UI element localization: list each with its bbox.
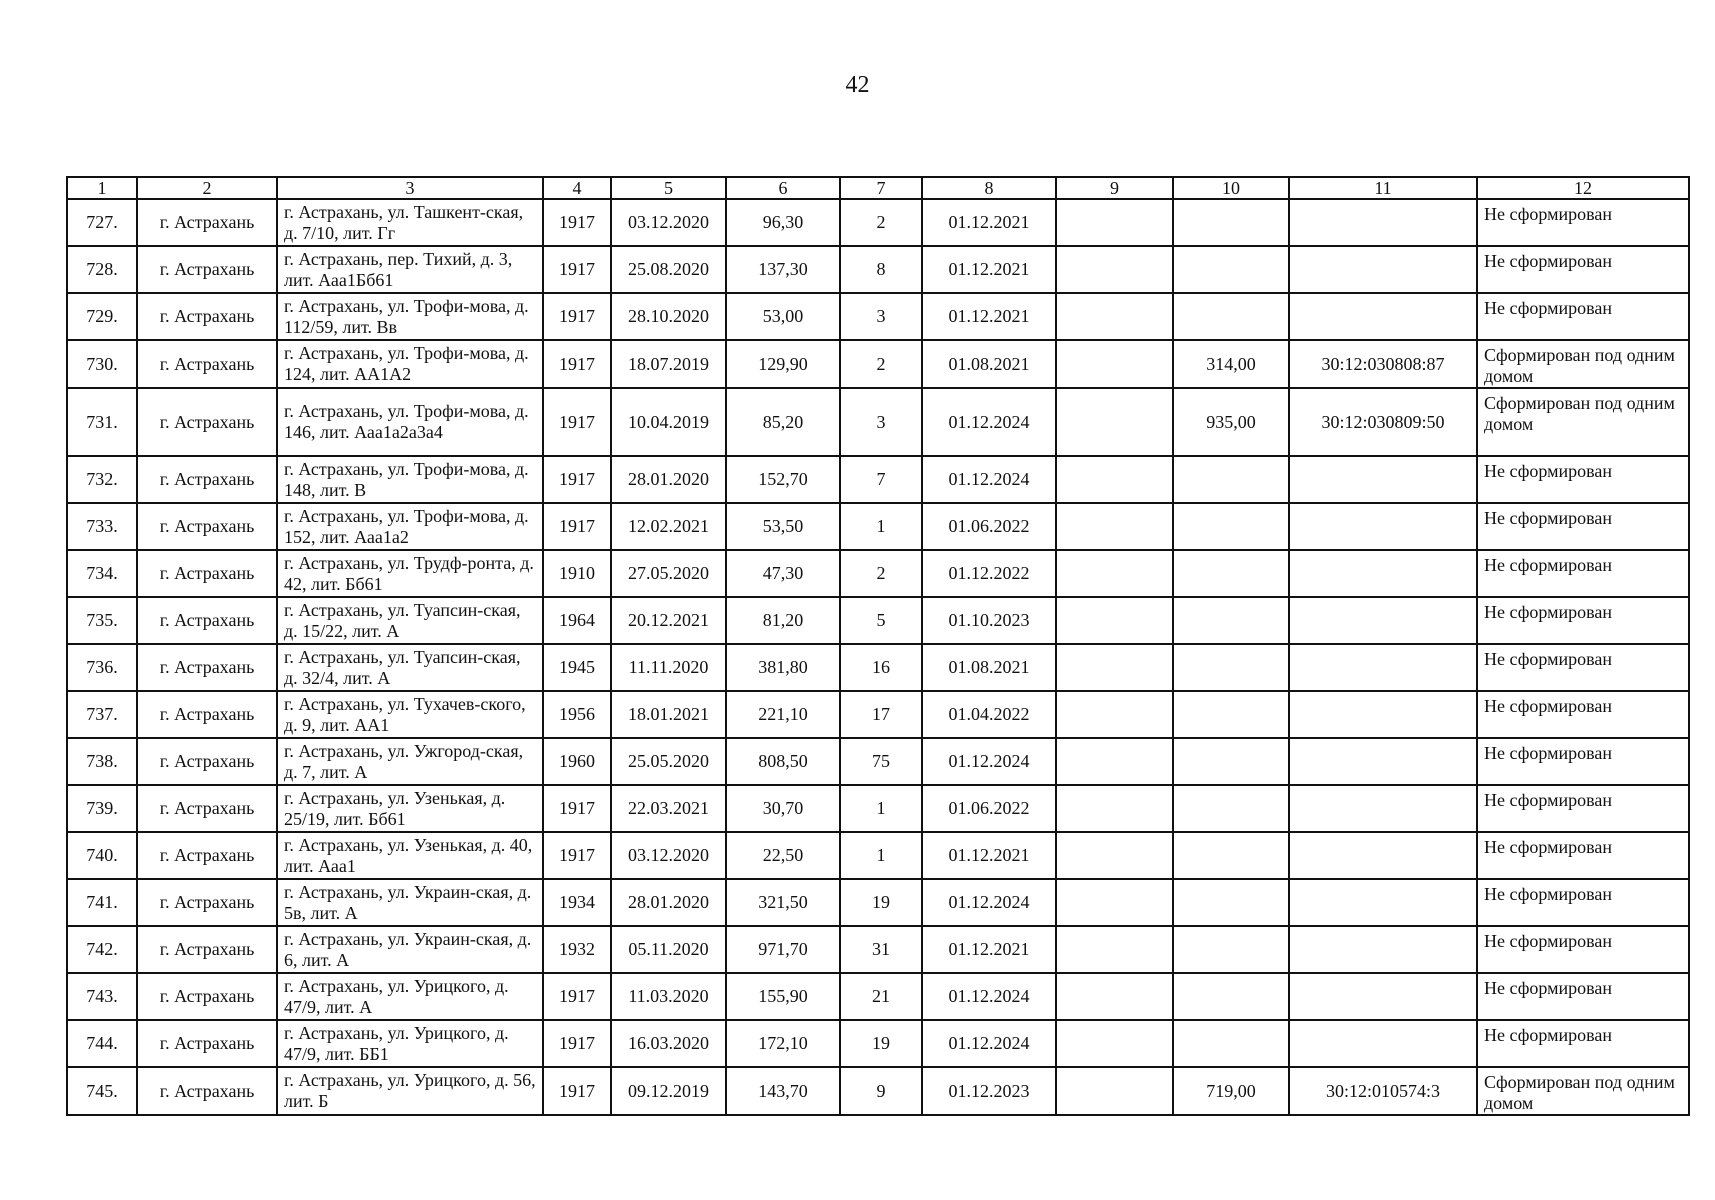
land-status-cell: Не сформирован [1477, 246, 1689, 293]
area-cell: 85,20 [726, 388, 840, 456]
address-cell: г. Астрахань, ул. Трофи-мова, д. 148, лит. В [277, 456, 543, 503]
table-row [67, 691, 1689, 738]
area-cell: 129,90 [726, 340, 840, 388]
address-cell: г. Астрахань, ул. Тухачев-ского, д. 9, лит. АА1 [277, 691, 543, 738]
land-area-cell [1173, 293, 1289, 340]
apartments-cell: 17 [840, 691, 922, 738]
apartments-cell: 2 [840, 550, 922, 597]
row-number-cell: 742. [67, 926, 137, 973]
land-area-cell [1173, 246, 1289, 293]
date-cell: 28.01.2020 [611, 456, 726, 503]
row-number-cell: 739. [67, 785, 137, 832]
housing-register-table [66, 176, 1690, 1116]
column-header: 12 [1477, 177, 1689, 199]
column-header: 11 [1289, 177, 1477, 199]
planned-date-cell: 01.12.2024 [922, 879, 1056, 926]
land-status-cell: Не сформирован [1477, 926, 1689, 973]
date-cell: 18.01.2021 [611, 691, 726, 738]
column-9-cell [1056, 597, 1173, 644]
planned-date-cell: 01.12.2021 [922, 832, 1056, 879]
area-cell: 30,70 [726, 785, 840, 832]
column-9-cell [1056, 785, 1173, 832]
apartments-cell: 19 [840, 1020, 922, 1067]
address-cell: г. Астрахань, ул. Урицкого, д. 47/9, лит. А [277, 973, 543, 1020]
column-9-cell [1056, 973, 1173, 1020]
land-area-cell [1173, 550, 1289, 597]
address-cell: г. Астрахань, ул. Узенькая, д. 25/19, лит. Бб61 [277, 785, 543, 832]
land-area-cell [1173, 1020, 1289, 1067]
year-cell: 1917 [543, 199, 611, 246]
row-number-cell: 736. [67, 644, 137, 691]
year-cell: 1932 [543, 926, 611, 973]
planned-date-cell: 01.12.2021 [922, 926, 1056, 973]
row-number-cell: 740. [67, 832, 137, 879]
column-9-cell [1056, 503, 1173, 550]
table-row [67, 597, 1689, 644]
land-status-cell: Не сформирован [1477, 644, 1689, 691]
row-number-cell: 738. [67, 738, 137, 785]
date-cell: 03.12.2020 [611, 832, 726, 879]
planned-date-cell: 01.12.2021 [922, 293, 1056, 340]
page-number: 42 [845, 72, 870, 98]
address-cell: г. Астрахань, ул. Ташкент-ская, д. 7/10, лит. Гг [277, 199, 543, 246]
apartments-cell: 75 [840, 738, 922, 785]
year-cell: 1917 [543, 293, 611, 340]
row-number-cell: 735. [67, 597, 137, 644]
area-cell: 81,20 [726, 597, 840, 644]
year-cell: 1956 [543, 691, 611, 738]
column-9-cell [1056, 340, 1173, 388]
column-9-cell [1056, 926, 1173, 973]
planned-date-cell: 01.06.2022 [922, 785, 1056, 832]
column-9-cell [1056, 456, 1173, 503]
year-cell: 1917 [543, 973, 611, 1020]
city-cell: г. Астрахань [137, 246, 277, 293]
city-cell: г. Астрахань [137, 879, 277, 926]
column-9-cell [1056, 832, 1173, 879]
address-cell: г. Астрахань, ул. Трудф-ронта, д. 42, лит. Бб61 [277, 550, 543, 597]
row-number-cell: 734. [67, 550, 137, 597]
city-cell: г. Астрахань [137, 973, 277, 1020]
table-row [67, 785, 1689, 832]
address-cell: г. Астрахань, ул. Узенькая, д. 40, лит. Ааа1 [277, 832, 543, 879]
land-status-cell: Не сформирован [1477, 503, 1689, 550]
area-cell: 152,70 [726, 456, 840, 503]
area-cell: 96,30 [726, 199, 840, 246]
column-header: 3 [277, 177, 543, 199]
address-cell: г. Астрахань, ул. Трофи-мова, д. 152, лит. Ааа1а2 [277, 503, 543, 550]
planned-date-cell: 01.04.2022 [922, 691, 1056, 738]
city-cell: г. Астрахань [137, 199, 277, 246]
cadastral-number-cell [1289, 550, 1477, 597]
year-cell: 1917 [543, 388, 611, 456]
table-row [67, 199, 1689, 246]
column-9-cell [1056, 550, 1173, 597]
land-area-cell [1173, 738, 1289, 785]
column-header: 4 [543, 177, 611, 199]
cadastral-number-cell: 30:12:030808:87 [1289, 340, 1477, 388]
area-cell: 321,50 [726, 879, 840, 926]
row-number-cell: 727. [67, 199, 137, 246]
year-cell: 1934 [543, 879, 611, 926]
land-area-cell: 719,00 [1173, 1067, 1289, 1115]
apartments-cell: 3 [840, 293, 922, 340]
city-cell: г. Астрахань [137, 738, 277, 785]
apartments-cell: 1 [840, 832, 922, 879]
city-cell: г. Астрахань [137, 1020, 277, 1067]
apartments-cell: 2 [840, 340, 922, 388]
table-row [67, 246, 1689, 293]
land-area-cell [1173, 785, 1289, 832]
address-cell: г. Астрахань, ул. Украин-ская, д. 5в, лит. А [277, 879, 543, 926]
column-9-cell [1056, 879, 1173, 926]
row-number-cell: 745. [67, 1067, 137, 1115]
cadastral-number-cell [1289, 738, 1477, 785]
date-cell: 25.05.2020 [611, 738, 726, 785]
city-cell: г. Астрахань [137, 503, 277, 550]
cadastral-number-cell [1289, 644, 1477, 691]
land-status-cell: Не сформирован [1477, 550, 1689, 597]
table-row [67, 550, 1689, 597]
column-header: 2 [137, 177, 277, 199]
apartments-cell: 7 [840, 456, 922, 503]
cadastral-number-cell: 30:12:030809:50 [1289, 388, 1477, 456]
apartments-cell: 21 [840, 973, 922, 1020]
land-status-cell: Не сформирован [1477, 597, 1689, 644]
date-cell: 11.03.2020 [611, 973, 726, 1020]
land-area-cell [1173, 597, 1289, 644]
date-cell: 16.03.2020 [611, 1020, 726, 1067]
cadastral-number-cell [1289, 926, 1477, 973]
column-header: 6 [726, 177, 840, 199]
year-cell: 1917 [543, 503, 611, 550]
land-status-cell: Не сформирован [1477, 973, 1689, 1020]
area-cell: 808,50 [726, 738, 840, 785]
address-cell: г. Астрахань, ул. Трофи-мова, д. 146, лит. Ааа1а2а3а4 [277, 388, 543, 456]
address-cell: г. Астрахань, ул. Украин-ская, д. 6, лит. А [277, 926, 543, 973]
year-cell: 1910 [543, 550, 611, 597]
cadastral-number-cell [1289, 199, 1477, 246]
city-cell: г. Астрахань [137, 456, 277, 503]
column-9-cell [1056, 644, 1173, 691]
land-area-cell [1173, 199, 1289, 246]
land-status-cell: Не сформирован [1477, 456, 1689, 503]
planned-date-cell: 01.12.2024 [922, 1020, 1056, 1067]
column-9-cell [1056, 691, 1173, 738]
apartments-cell: 3 [840, 388, 922, 456]
address-cell: г. Астрахань, ул. Трофи-мова, д. 112/59, лит. Вв [277, 293, 543, 340]
apartments-cell: 1 [840, 503, 922, 550]
row-number-cell: 732. [67, 456, 137, 503]
year-cell: 1917 [543, 785, 611, 832]
land-status-cell: Сформирован под одним домом [1477, 340, 1689, 388]
table-row [67, 973, 1689, 1020]
planned-date-cell: 01.12.2022 [922, 550, 1056, 597]
address-cell: г. Астрахань, ул. Туапсин-ская, д. 32/4, лит. А [277, 644, 543, 691]
date-cell: 22.03.2021 [611, 785, 726, 832]
address-cell: г. Астрахань, ул. Ужгород-ская, д. 7, лит. А [277, 738, 543, 785]
table-row [67, 388, 1689, 456]
cadastral-number-cell [1289, 1020, 1477, 1067]
table-body [67, 199, 1689, 1115]
year-cell: 1917 [543, 1067, 611, 1115]
area-cell: 22,50 [726, 832, 840, 879]
table-row [67, 503, 1689, 550]
city-cell: г. Астрахань [137, 1067, 277, 1115]
year-cell: 1960 [543, 738, 611, 785]
area-cell: 172,10 [726, 1020, 840, 1067]
city-cell: г. Астрахань [137, 597, 277, 644]
column-header: 7 [840, 177, 922, 199]
table-row [67, 293, 1689, 340]
city-cell: г. Астрахань [137, 293, 277, 340]
land-area-cell [1173, 926, 1289, 973]
land-status-cell: Сформирован под одним домом [1477, 388, 1689, 456]
row-number-cell: 743. [67, 973, 137, 1020]
land-area-cell [1173, 973, 1289, 1020]
table-row [67, 879, 1689, 926]
date-cell: 11.11.2020 [611, 644, 726, 691]
cadastral-number-cell [1289, 246, 1477, 293]
year-cell: 1945 [543, 644, 611, 691]
planned-date-cell: 01.10.2023 [922, 597, 1056, 644]
table-row [67, 832, 1689, 879]
year-cell: 1917 [543, 340, 611, 388]
column-header: 10 [1173, 177, 1289, 199]
area-cell: 137,30 [726, 246, 840, 293]
cadastral-number-cell [1289, 691, 1477, 738]
planned-date-cell: 01.12.2024 [922, 456, 1056, 503]
land-status-cell: Не сформирован [1477, 738, 1689, 785]
year-cell: 1964 [543, 597, 611, 644]
column-header: 8 [922, 177, 1056, 199]
apartments-cell: 19 [840, 879, 922, 926]
date-cell: 18.07.2019 [611, 340, 726, 388]
column-header: 9 [1056, 177, 1173, 199]
area-cell: 381,80 [726, 644, 840, 691]
address-cell: г. Астрахань, ул. Туапсин-ская, д. 15/22, лит. А [277, 597, 543, 644]
land-status-cell: Не сформирован [1477, 199, 1689, 246]
apartments-cell: 8 [840, 246, 922, 293]
planned-date-cell: 01.08.2021 [922, 644, 1056, 691]
planned-date-cell: 01.12.2024 [922, 388, 1056, 456]
column-9-cell [1056, 1067, 1173, 1115]
city-cell: г. Астрахань [137, 644, 277, 691]
cadastral-number-cell [1289, 293, 1477, 340]
area-cell: 53,00 [726, 293, 840, 340]
year-cell: 1917 [543, 832, 611, 879]
date-cell: 25.08.2020 [611, 246, 726, 293]
land-area-cell [1173, 691, 1289, 738]
table-row [67, 340, 1689, 388]
date-cell: 20.12.2021 [611, 597, 726, 644]
land-area-cell: 314,00 [1173, 340, 1289, 388]
address-cell: г. Астрахань, ул. Урицкого, д. 56, лит. Б [277, 1067, 543, 1115]
table-row [67, 738, 1689, 785]
date-cell: 09.12.2019 [611, 1067, 726, 1115]
planned-date-cell: 01.12.2023 [922, 1067, 1056, 1115]
date-cell: 10.04.2019 [611, 388, 726, 456]
address-cell: г. Астрахань, пер. Тихий, д. 3, лит. Ааа1Бб61 [277, 246, 543, 293]
apartments-cell: 1 [840, 785, 922, 832]
date-cell: 28.01.2020 [611, 879, 726, 926]
city-cell: г. Астрахань [137, 340, 277, 388]
apartments-cell: 9 [840, 1067, 922, 1115]
column-9-cell [1056, 199, 1173, 246]
column-number-header-row [67, 177, 1689, 199]
date-cell: 28.10.2020 [611, 293, 726, 340]
planned-date-cell: 01.08.2021 [922, 340, 1056, 388]
apartments-cell: 2 [840, 199, 922, 246]
land-area-cell [1173, 879, 1289, 926]
land-area-cell [1173, 832, 1289, 879]
column-9-cell [1056, 738, 1173, 785]
row-number-cell: 741. [67, 879, 137, 926]
area-cell: 53,50 [726, 503, 840, 550]
area-cell: 143,70 [726, 1067, 840, 1115]
table-row [67, 456, 1689, 503]
land-area-cell: 935,00 [1173, 388, 1289, 456]
address-cell: г. Астрахань, ул. Урицкого, д. 47/9, лит. ББ1 [277, 1020, 543, 1067]
date-cell: 12.02.2021 [611, 503, 726, 550]
row-number-cell: 728. [67, 246, 137, 293]
row-number-cell: 731. [67, 388, 137, 456]
cadastral-number-cell [1289, 785, 1477, 832]
row-number-cell: 737. [67, 691, 137, 738]
date-cell: 03.12.2020 [611, 199, 726, 246]
column-9-cell [1056, 293, 1173, 340]
address-cell: г. Астрахань, ул. Трофи-мова, д. 124, лит. АА1А2 [277, 340, 543, 388]
city-cell: г. Астрахань [137, 785, 277, 832]
cadastral-number-cell [1289, 503, 1477, 550]
table-row [67, 644, 1689, 691]
city-cell: г. Астрахань [137, 388, 277, 456]
city-cell: г. Астрахань [137, 832, 277, 879]
area-cell: 971,70 [726, 926, 840, 973]
city-cell: г. Астрахань [137, 691, 277, 738]
column-header: 1 [67, 177, 137, 199]
apartments-cell: 5 [840, 597, 922, 644]
land-status-cell: Не сформирован [1477, 879, 1689, 926]
area-cell: 47,30 [726, 550, 840, 597]
cadastral-number-cell [1289, 973, 1477, 1020]
column-9-cell [1056, 246, 1173, 293]
cadastral-number-cell [1289, 879, 1477, 926]
land-status-cell: Сформирован под одним домом [1477, 1067, 1689, 1115]
apartments-cell: 16 [840, 644, 922, 691]
land-area-cell [1173, 503, 1289, 550]
land-status-cell: Не сформирован [1477, 785, 1689, 832]
column-9-cell [1056, 1020, 1173, 1067]
cadastral-number-cell [1289, 597, 1477, 644]
row-number-cell: 744. [67, 1020, 137, 1067]
city-cell: г. Астрахань [137, 926, 277, 973]
planned-date-cell: 01.12.2021 [922, 199, 1056, 246]
year-cell: 1917 [543, 246, 611, 293]
planned-date-cell: 01.06.2022 [922, 503, 1056, 550]
area-cell: 221,10 [726, 691, 840, 738]
date-cell: 05.11.2020 [611, 926, 726, 973]
city-cell: г. Астрахань [137, 550, 277, 597]
land-area-cell [1173, 456, 1289, 503]
land-status-cell: Не сформирован [1477, 1020, 1689, 1067]
year-cell: 1917 [543, 456, 611, 503]
land-status-cell: Не сформирован [1477, 832, 1689, 879]
table-row [67, 926, 1689, 973]
apartments-cell: 31 [840, 926, 922, 973]
planned-date-cell: 01.12.2021 [922, 246, 1056, 293]
cadastral-number-cell [1289, 832, 1477, 879]
planned-date-cell: 01.12.2024 [922, 738, 1056, 785]
table-row [67, 1020, 1689, 1067]
area-cell: 155,90 [726, 973, 840, 1020]
table-row [67, 1067, 1689, 1115]
date-cell: 27.05.2020 [611, 550, 726, 597]
row-number-cell: 729. [67, 293, 137, 340]
cadastral-number-cell [1289, 456, 1477, 503]
land-status-cell: Не сформирован [1477, 293, 1689, 340]
year-cell: 1917 [543, 1020, 611, 1067]
row-number-cell: 733. [67, 503, 137, 550]
row-number-cell: 730. [67, 340, 137, 388]
column-9-cell [1056, 388, 1173, 456]
land-status-cell: Не сформирован [1477, 691, 1689, 738]
land-area-cell [1173, 644, 1289, 691]
column-header: 5 [611, 177, 726, 199]
cadastral-number-cell: 30:12:010574:3 [1289, 1067, 1477, 1115]
planned-date-cell: 01.12.2024 [922, 973, 1056, 1020]
